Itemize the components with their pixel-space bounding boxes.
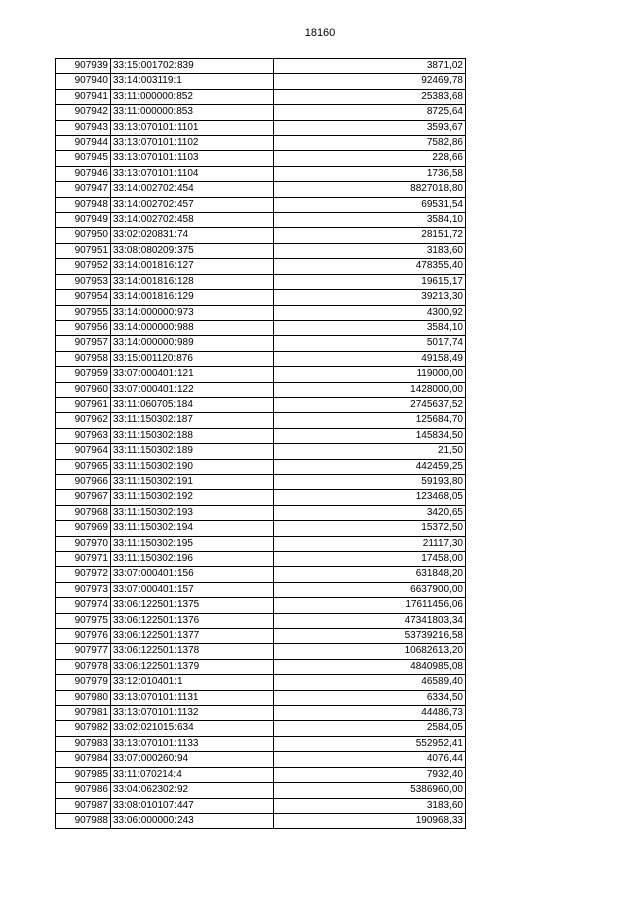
table-row [56, 305, 466, 320]
cadastral-number-cell: 33:11:150302:191 [111, 474, 274, 489]
value-cell: 442459,25 [274, 459, 466, 474]
table-row [56, 105, 466, 120]
row-id-cell: 907962 [56, 413, 111, 428]
row-id-cell: 907961 [56, 397, 111, 412]
row-id-cell: 907968 [56, 505, 111, 520]
cadastral-number-cell: 33:11:150302:196 [111, 552, 274, 567]
row-id-cell: 907944 [56, 136, 111, 151]
cadastral-number-cell: 33:14:002702:457 [111, 197, 274, 212]
table-row [56, 74, 466, 89]
table-row [56, 629, 466, 644]
cadastral-number-cell: 33:06:122501:1377 [111, 629, 274, 644]
table-row [56, 536, 466, 551]
value-cell: 3584,10 [274, 320, 466, 335]
row-id-cell: 907955 [56, 305, 111, 320]
table-row [56, 428, 466, 443]
table-row [56, 259, 466, 274]
row-id-cell: 907940 [56, 74, 111, 89]
page-number: 18160 [304, 27, 336, 39]
row-id-cell: 907972 [56, 567, 111, 582]
row-id-cell: 907963 [56, 428, 111, 443]
value-cell: 25383,68 [274, 89, 466, 104]
value-cell: 44486,73 [274, 706, 466, 721]
cadastral-number-cell: 33:06:000000:243 [111, 813, 274, 828]
table-row [56, 243, 466, 258]
value-cell: 21,50 [274, 444, 466, 459]
row-id-cell: 907982 [56, 721, 111, 736]
row-id-cell: 907980 [56, 690, 111, 705]
table-row [56, 397, 466, 412]
value-cell: 7932,40 [274, 767, 466, 782]
table-row [56, 166, 466, 181]
value-cell: 5386960,00 [274, 783, 466, 798]
table-row [56, 813, 466, 828]
table-row [56, 752, 466, 767]
table-row [56, 505, 466, 520]
value-cell: 3584,10 [274, 213, 466, 228]
table-row [56, 490, 466, 505]
cadastral-number-cell: 33:14:000000:988 [111, 320, 274, 335]
row-id-cell: 907953 [56, 274, 111, 289]
row-id-cell: 907943 [56, 120, 111, 135]
value-cell: 3183,60 [274, 798, 466, 813]
table-row [56, 474, 466, 489]
table-row [56, 706, 466, 721]
row-id-cell: 907959 [56, 367, 111, 382]
row-id-cell: 907958 [56, 351, 111, 366]
cadastral-number-cell: 33:14:002702:458 [111, 213, 274, 228]
value-cell: 8827018,80 [274, 182, 466, 197]
cadastral-number-cell: 33:14:000000:989 [111, 336, 274, 351]
cadastral-number-cell: 33:02:020831:74 [111, 228, 274, 243]
table-row [56, 659, 466, 674]
row-id-cell: 907985 [56, 767, 111, 782]
cadastral-number-cell: 33:12:010401:1 [111, 675, 274, 690]
table-row [56, 767, 466, 782]
cadastral-number-cell: 33:02:021015:634 [111, 721, 274, 736]
row-id-cell: 907949 [56, 213, 111, 228]
cadastral-number-cell: 33:14:000000:973 [111, 305, 274, 320]
cadastral-number-cell: 33:07:000401:156 [111, 567, 274, 582]
cadastral-number-cell: 33:11:150302:193 [111, 505, 274, 520]
value-cell: 631848,20 [274, 567, 466, 582]
value-cell: 1428000,00 [274, 382, 466, 397]
table-row [56, 521, 466, 536]
row-id-cell: 907950 [56, 228, 111, 243]
row-id-cell: 907983 [56, 736, 111, 751]
row-id-cell: 907974 [56, 598, 111, 613]
value-cell: 10682613,20 [274, 644, 466, 659]
value-cell: 4840985,08 [274, 659, 466, 674]
cadastral-number-cell: 33:13:070101:1104 [111, 166, 274, 181]
records-table-body [56, 59, 466, 829]
row-id-cell: 907939 [56, 59, 111, 74]
cadastral-number-cell: 33:13:070101:1103 [111, 151, 274, 166]
row-id-cell: 907946 [56, 166, 111, 181]
value-cell: 123468,05 [274, 490, 466, 505]
row-id-cell: 907967 [56, 490, 111, 505]
cadastral-number-cell: 33:07:000260:94 [111, 752, 274, 767]
row-id-cell: 907954 [56, 290, 111, 305]
table-row [56, 89, 466, 104]
row-id-cell: 907981 [56, 706, 111, 721]
table-row [56, 228, 466, 243]
table-row [56, 320, 466, 335]
row-id-cell: 907966 [56, 474, 111, 489]
value-cell: 92469,78 [274, 74, 466, 89]
table-row [56, 798, 466, 813]
row-id-cell: 907988 [56, 813, 111, 828]
row-id-cell: 907956 [56, 320, 111, 335]
table-row [56, 197, 466, 212]
cadastral-number-cell: 33:11:150302:189 [111, 444, 274, 459]
value-cell: 145834,50 [274, 428, 466, 443]
row-id-cell: 907978 [56, 659, 111, 674]
table-row [56, 413, 466, 428]
row-id-cell: 907957 [56, 336, 111, 351]
cadastral-number-cell: 33:06:122501:1378 [111, 644, 274, 659]
row-id-cell: 907976 [56, 629, 111, 644]
value-cell: 190968,33 [274, 813, 466, 828]
row-id-cell: 907965 [56, 459, 111, 474]
records-table [55, 58, 466, 829]
value-cell: 17611456,06 [274, 598, 466, 613]
cadastral-number-cell: 33:11:150302:195 [111, 536, 274, 551]
cadastral-number-cell: 33:11:150302:188 [111, 428, 274, 443]
row-id-cell: 907987 [56, 798, 111, 813]
cadastral-number-cell: 33:11:150302:187 [111, 413, 274, 428]
table-row [56, 582, 466, 597]
value-cell: 2745637,52 [274, 397, 466, 412]
value-cell: 15372,50 [274, 521, 466, 536]
value-cell: 19615,17 [274, 274, 466, 289]
cadastral-number-cell: 33:11:060705:184 [111, 397, 274, 412]
row-id-cell: 907952 [56, 259, 111, 274]
cadastral-number-cell: 33:06:122501:1379 [111, 659, 274, 674]
row-id-cell: 907977 [56, 644, 111, 659]
row-id-cell: 907964 [56, 444, 111, 459]
row-id-cell: 907979 [56, 675, 111, 690]
value-cell: 552952,41 [274, 736, 466, 751]
cadastral-number-cell: 33:14:001816:128 [111, 274, 274, 289]
table-row [56, 644, 466, 659]
cadastral-number-cell: 33:11:070214:4 [111, 767, 274, 782]
table-row [56, 690, 466, 705]
row-id-cell: 907947 [56, 182, 111, 197]
table-row [56, 120, 466, 135]
row-id-cell: 907969 [56, 521, 111, 536]
cadastral-number-cell: 33:15:001702:839 [111, 59, 274, 74]
cadastral-number-cell: 33:08:010107:447 [111, 798, 274, 813]
cadastral-number-cell: 33:06:122501:1375 [111, 598, 274, 613]
cadastral-number-cell: 33:13:070101:1131 [111, 690, 274, 705]
cadastral-number-cell: 33:14:003119:1 [111, 74, 274, 89]
table-row [56, 274, 466, 289]
value-cell: 125684,70 [274, 413, 466, 428]
cadastral-number-cell: 33:06:122501:1376 [111, 613, 274, 628]
table-row [56, 367, 466, 382]
value-cell: 53739216,58 [274, 629, 466, 644]
row-id-cell: 907960 [56, 382, 111, 397]
cadastral-number-cell: 33:11:150302:194 [111, 521, 274, 536]
row-id-cell: 907984 [56, 752, 111, 767]
table-row [56, 336, 466, 351]
value-cell: 46589,40 [274, 675, 466, 690]
table-row [56, 567, 466, 582]
value-cell: 228,66 [274, 151, 466, 166]
table-row [56, 721, 466, 736]
table-row [56, 213, 466, 228]
cadastral-number-cell: 33:07:000401:157 [111, 582, 274, 597]
cadastral-number-cell: 33:13:070101:1133 [111, 736, 274, 751]
value-cell: 21117,30 [274, 536, 466, 551]
cadastral-number-cell: 33:07:000401:121 [111, 367, 274, 382]
table-row [56, 290, 466, 305]
value-cell: 39213,30 [274, 290, 466, 305]
cadastral-number-cell: 33:11:000000:852 [111, 89, 274, 104]
cadastral-number-cell: 33:15:001120:876 [111, 351, 274, 366]
table-row [56, 351, 466, 366]
table-row [56, 59, 466, 74]
cadastral-number-cell: 33:08:080209:375 [111, 243, 274, 258]
value-cell: 6334,50 [274, 690, 466, 705]
value-cell: 5017,74 [274, 336, 466, 351]
table-row [56, 151, 466, 166]
cadastral-number-cell: 33:14:001816:129 [111, 290, 274, 305]
table-row [56, 613, 466, 628]
table-row [56, 459, 466, 474]
cadastral-number-cell: 33:07:000401:122 [111, 382, 274, 397]
row-id-cell: 907948 [56, 197, 111, 212]
value-cell: 3593,67 [274, 120, 466, 135]
table-row [56, 136, 466, 151]
row-id-cell: 907942 [56, 105, 111, 120]
cadastral-number-cell: 33:04:062302:92 [111, 783, 274, 798]
value-cell: 1736,58 [274, 166, 466, 181]
value-cell: 3183,60 [274, 243, 466, 258]
value-cell: 7582,86 [274, 136, 466, 151]
row-id-cell: 907941 [56, 89, 111, 104]
table-row [56, 675, 466, 690]
row-id-cell: 907975 [56, 613, 111, 628]
row-id-cell: 907951 [56, 243, 111, 258]
cadastral-number-cell: 33:13:070101:1132 [111, 706, 274, 721]
row-id-cell: 907973 [56, 582, 111, 597]
value-cell: 49158,49 [274, 351, 466, 366]
cadastral-number-cell: 33:13:070101:1102 [111, 136, 274, 151]
table-row [56, 182, 466, 197]
value-cell: 478355,40 [274, 259, 466, 274]
value-cell: 119000,00 [274, 367, 466, 382]
cadastral-number-cell: 33:13:070101:1101 [111, 120, 274, 135]
value-cell: 6637900,00 [274, 582, 466, 597]
value-cell: 2584,05 [274, 721, 466, 736]
cadastral-number-cell: 33:11:000000:853 [111, 105, 274, 120]
table-row [56, 736, 466, 751]
value-cell: 28151,72 [274, 228, 466, 243]
row-id-cell: 907971 [56, 552, 111, 567]
value-cell: 47341803,34 [274, 613, 466, 628]
value-cell: 4076,44 [274, 752, 466, 767]
value-cell: 3420,65 [274, 505, 466, 520]
value-cell: 8725,64 [274, 105, 466, 120]
row-id-cell: 907945 [56, 151, 111, 166]
row-id-cell: 907986 [56, 783, 111, 798]
row-id-cell: 907970 [56, 536, 111, 551]
cadastral-number-cell: 33:11:150302:192 [111, 490, 274, 505]
table-row [56, 552, 466, 567]
value-cell: 4300,92 [274, 305, 466, 320]
cadastral-number-cell: 33:11:150302:190 [111, 459, 274, 474]
value-cell: 69531,54 [274, 197, 466, 212]
value-cell: 3871,02 [274, 59, 466, 74]
table-row [56, 382, 466, 397]
table-row [56, 783, 466, 798]
cadastral-number-cell: 33:14:002702:454 [111, 182, 274, 197]
value-cell: 59193,80 [274, 474, 466, 489]
cadastral-number-cell: 33:14:001816:127 [111, 259, 274, 274]
value-cell: 17458,00 [274, 552, 466, 567]
table-row [56, 598, 466, 613]
table-row [56, 444, 466, 459]
